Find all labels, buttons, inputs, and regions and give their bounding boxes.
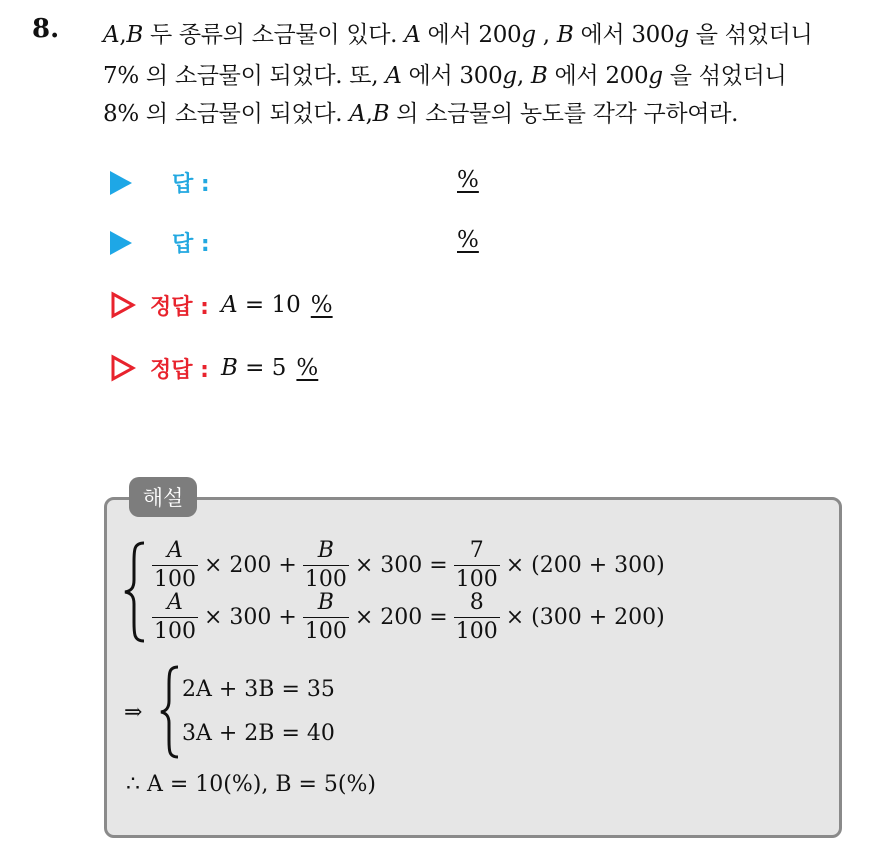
text: 을 섞었더니 <box>662 63 787 89</box>
term: × (200 + 300) <box>505 553 665 578</box>
var-b: B <box>372 101 390 127</box>
var-b: B <box>126 22 143 48</box>
equation-2 <box>150 592 665 643</box>
key-marker-icon <box>110 291 136 319</box>
var-a: A <box>349 101 366 127</box>
var: A <box>220 292 238 318</box>
text: 에서 300 <box>401 63 503 89</box>
left-brace-icon <box>122 540 148 644</box>
unit-g: g <box>648 63 663 89</box>
key-answer-row-2 <box>110 348 318 388</box>
fraction <box>152 540 198 591</box>
expr: = 5 <box>237 355 287 381</box>
key-answer-label: 정답 : <box>150 357 209 383</box>
denominator: 100 <box>154 567 196 592</box>
solution-tab <box>129 477 197 517</box>
text: 을 섞었더니 <box>688 22 813 48</box>
term: × 300 = <box>354 553 448 578</box>
text: 7% 의 소금물이 되었다. 또, <box>103 63 386 89</box>
amount: 300 <box>631 22 675 48</box>
denominator: 100 <box>154 619 196 644</box>
var-b: B <box>530 63 548 89</box>
text: 에서 200 <box>547 63 649 89</box>
text: 두 종류의 소금물이 있다. <box>142 22 405 48</box>
question-line-1 <box>103 16 812 49</box>
unit: % <box>296 355 319 381</box>
unit-g: g <box>502 63 517 89</box>
fraction <box>454 540 500 591</box>
amount: 200 <box>478 22 522 48</box>
var-a: A <box>404 22 421 48</box>
numerator: A <box>167 590 183 615</box>
text: 에서 <box>573 22 632 48</box>
separator: , <box>365 101 373 127</box>
answer-marker-icon <box>110 231 132 255</box>
system-equation-1: 2A + 3B = 35 <box>182 677 335 702</box>
key-answer-value <box>221 355 318 381</box>
text: 에서 <box>420 22 479 48</box>
numerator: 7 <box>469 538 484 563</box>
answer-label: 답 : <box>172 232 210 257</box>
text: , <box>535 22 557 48</box>
conclusion: ∴ A = 10(%), B = 5(%) <box>126 772 377 797</box>
denominator: 100 <box>455 567 498 592</box>
var: B <box>220 355 238 381</box>
question-line-3 <box>103 95 738 128</box>
system-equation-2: 3A + 2B = 40 <box>182 721 335 746</box>
numerator: B <box>317 590 334 615</box>
text: 의 소금물의 농도를 각각 구하여라. <box>389 101 739 127</box>
key-answer-row-1 <box>110 285 333 325</box>
expr: = 10 <box>237 292 301 318</box>
equation-1 <box>150 540 665 591</box>
text: 8% 의 소금물이 되었다. <box>103 101 350 127</box>
answer-marker-icon <box>110 171 132 195</box>
key-answer-value <box>221 292 333 318</box>
var-b: B <box>556 22 574 48</box>
question-line-2 <box>103 57 786 90</box>
text: , <box>516 63 531 89</box>
denominator: 100 <box>455 619 498 644</box>
left-brace-icon <box>158 664 182 760</box>
answer-row-1[interactable] <box>110 163 510 203</box>
denominator: 100 <box>304 619 347 644</box>
denominator: 100 <box>304 567 347 592</box>
term: × (300 + 200) <box>505 605 665 630</box>
answer-unit: % <box>457 227 479 253</box>
implies-arrow: ⇒ <box>124 700 143 725</box>
numerator: 8 <box>469 590 484 615</box>
numerator: A <box>167 538 183 563</box>
var-a: A <box>385 63 402 89</box>
answer-unit: % <box>457 167 479 193</box>
key-answer-label: 정답 : <box>150 294 209 320</box>
numerator: B <box>317 538 334 563</box>
var-a: A <box>103 22 120 48</box>
unit-g: g <box>674 22 689 48</box>
solution-tab-label: 해설 <box>142 486 184 510</box>
question-number: 8. <box>32 14 60 44</box>
fraction <box>303 592 349 643</box>
answer-row-2[interactable] <box>110 223 510 263</box>
answer-label: 답 : <box>172 172 210 197</box>
unit: % <box>310 292 333 318</box>
term: × 200 = <box>354 605 448 630</box>
separator: , <box>119 22 127 48</box>
key-marker-icon <box>110 354 136 382</box>
unit-g: g <box>521 22 536 48</box>
fraction <box>454 592 500 643</box>
fraction <box>152 592 198 643</box>
term: × 300 + <box>204 605 297 630</box>
fraction <box>303 540 349 591</box>
term: × 200 + <box>204 553 297 578</box>
